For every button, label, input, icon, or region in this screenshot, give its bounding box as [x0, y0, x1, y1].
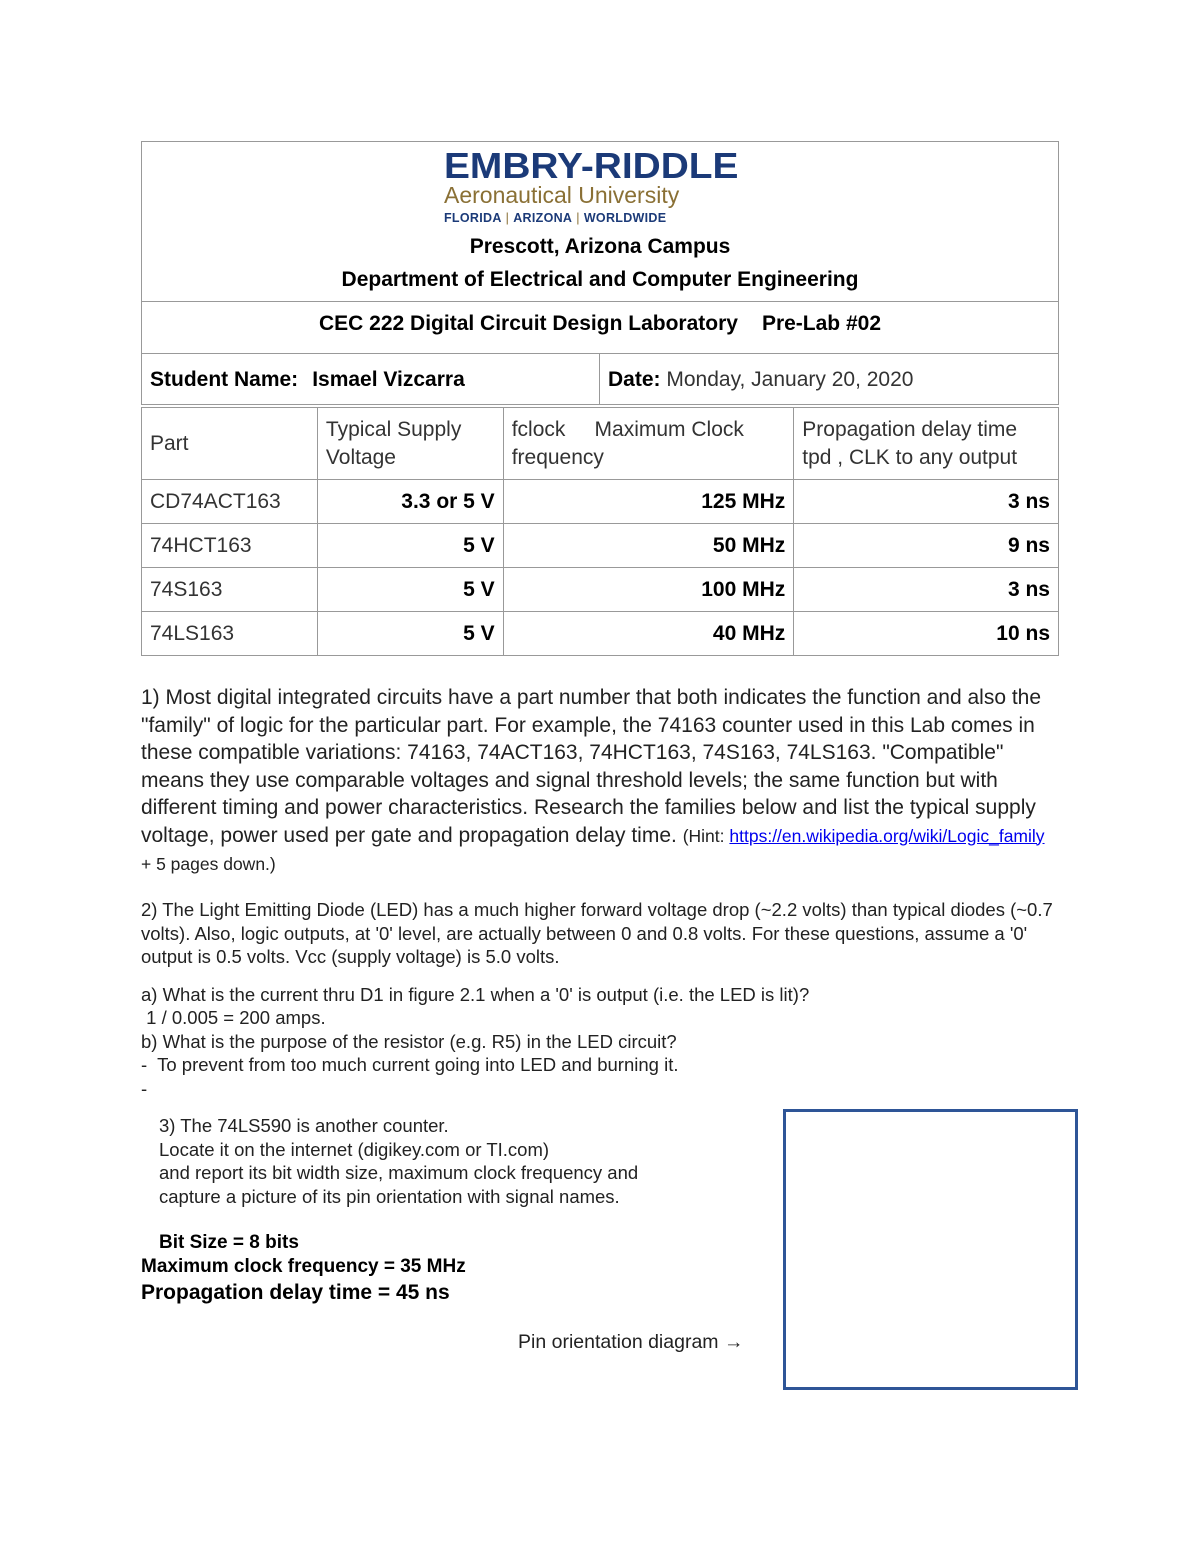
delay-cell: 9 ns [794, 524, 1059, 568]
question-1 [141, 684, 1059, 879]
date-line [608, 368, 913, 392]
header-max-clock: fclock Maximum Clock frequency [503, 408, 794, 480]
voltage-cell: 3.3 or 5 V [317, 480, 503, 524]
voltage-cell: 5 V [317, 524, 503, 568]
delay-cell: 3 ns [794, 568, 1059, 612]
clock-cell: 125 MHz [503, 480, 794, 524]
voltage-cell: 5 V [317, 612, 503, 656]
logo-campus-worldwide: WORLDWIDE [583, 211, 667, 225]
lab-number: Pre-Lab #02 [761, 312, 881, 335]
answer-2a: 1 / 0.005 = 200 amps. [141, 1007, 326, 1028]
question-1-text: 1) Most digital integrated circuits have a part number that both indicates the function and also the "family" of logic for the particular part. For example, the 74163 counter used in this Lab comes in these compatible variations: 74163, 74ACT163, 74HCT163, 74S163, 74LS163. "Compatible" means they use comparable voltages and signal threshold levels; the same function but with different timing and power characteristics. Research the families below and list the typical supply voltage, power used per gate and propagation delay time. [141, 686, 1042, 847]
logo-campus-arizona: ARIZONA [513, 211, 573, 225]
clock-cell: 50 MHz [503, 524, 794, 568]
university-logo [444, 145, 756, 225]
question-2-intro: 2) The Light Emitting Diode (LED) has a much higher forward voltage drop (~2.2 volts) than typical diodes (~0.7 volts). Also, logic outputs, at '0' level, are actually between 0 and 0.8 volts. For these questions, assume a '0' output is 0.5 volts. Vcc (supply voltage) is 5.0 volts. [141, 899, 1053, 967]
blank-dash: - [141, 1077, 148, 1099]
delay-cell: 10 ns [794, 612, 1059, 656]
course-line [141, 312, 1059, 336]
table-header-row [142, 408, 1059, 480]
logic-family-table [141, 407, 1059, 656]
clock-cell: 100 MHz [503, 568, 794, 612]
question-3 [159, 1114, 759, 1208]
date-label: Date: [608, 368, 661, 391]
header-supply-voltage: Typical Supply Voltage [317, 408, 503, 480]
table-row [142, 612, 1059, 656]
answer-2b: - To prevent from too much current going into LED and burning it. [141, 1054, 679, 1075]
question-2b: b) What is the purpose of the resistor (e.g. R5) in the LED circuit? [141, 1030, 677, 1052]
table-row [142, 480, 1059, 524]
max-clock-answer: Maximum clock frequency = 35 MHz [141, 1256, 466, 1277]
question-3-line1: 3) The 74LS590 is another counter. [159, 1115, 449, 1136]
hint-suffix: + 5 pages down.) [141, 854, 276, 874]
logo-campus-florida: FLORIDA [444, 211, 502, 225]
prop-delay-answer: Propagation delay time = 45 ns [141, 1281, 450, 1304]
logo-campuses: FLORIDA | ARIZONA | WORLDWIDE [444, 211, 667, 225]
voltage-cell: 5 V [317, 568, 503, 612]
wikipedia-link[interactable]: https://en.wikipedia.org/wiki/Logic_family [729, 825, 1045, 846]
part-cell: 74S163 [142, 568, 318, 612]
header-prop-delay: Propagation delay time tpd , CLK to any output [794, 408, 1059, 480]
table-row [142, 568, 1059, 612]
hint-prefix: (Hint: [682, 825, 730, 846]
pin-diagram-box [783, 1109, 1078, 1390]
logo-name: EMBRY-RIDDLE [444, 145, 739, 186]
part-cell: CD74ACT163 [142, 480, 318, 524]
question-2a: a) What is the current thru D1 in figure 2.1 when a '0' is output (i.e. the LED is lit)? [141, 983, 810, 1005]
student-name-value: Ismael Vizcarra [312, 368, 465, 391]
course-title: CEC 222 Digital Circuit Design Laboratory [319, 312, 738, 335]
header-part: Part [142, 408, 318, 480]
department-title: Department of Electrical and Computer Engineering [341, 268, 859, 291]
pin-orientation-label: Pin orientation diagram → [518, 1331, 744, 1353]
part-cell: 74HCT163 [142, 524, 318, 568]
question-3-line3: and report its bit width size, maximum clock frequency and [159, 1162, 639, 1183]
bit-size-answer: Bit Size = 8 bits [159, 1232, 299, 1253]
delay-cell: 3 ns [794, 480, 1059, 524]
question-3-line4: capture a picture of its pin orientation with signal names. [159, 1185, 620, 1207]
table-row [142, 524, 1059, 568]
logo-subtitle: Aeronautical University [444, 182, 680, 208]
part-cell: 74LS163 [142, 612, 318, 656]
campus-title: Prescott, Arizona Campus [469, 235, 731, 258]
date-value: Monday, January 20, 2020 [666, 368, 914, 391]
student-name-label: Student Name: [150, 368, 299, 391]
student-line [150, 368, 465, 392]
question-2 [141, 898, 1059, 1100]
question-3-line2: Locate it on the internet (digikey.com or TI.com) [159, 1138, 550, 1160]
clock-cell: 40 MHz [503, 612, 794, 656]
